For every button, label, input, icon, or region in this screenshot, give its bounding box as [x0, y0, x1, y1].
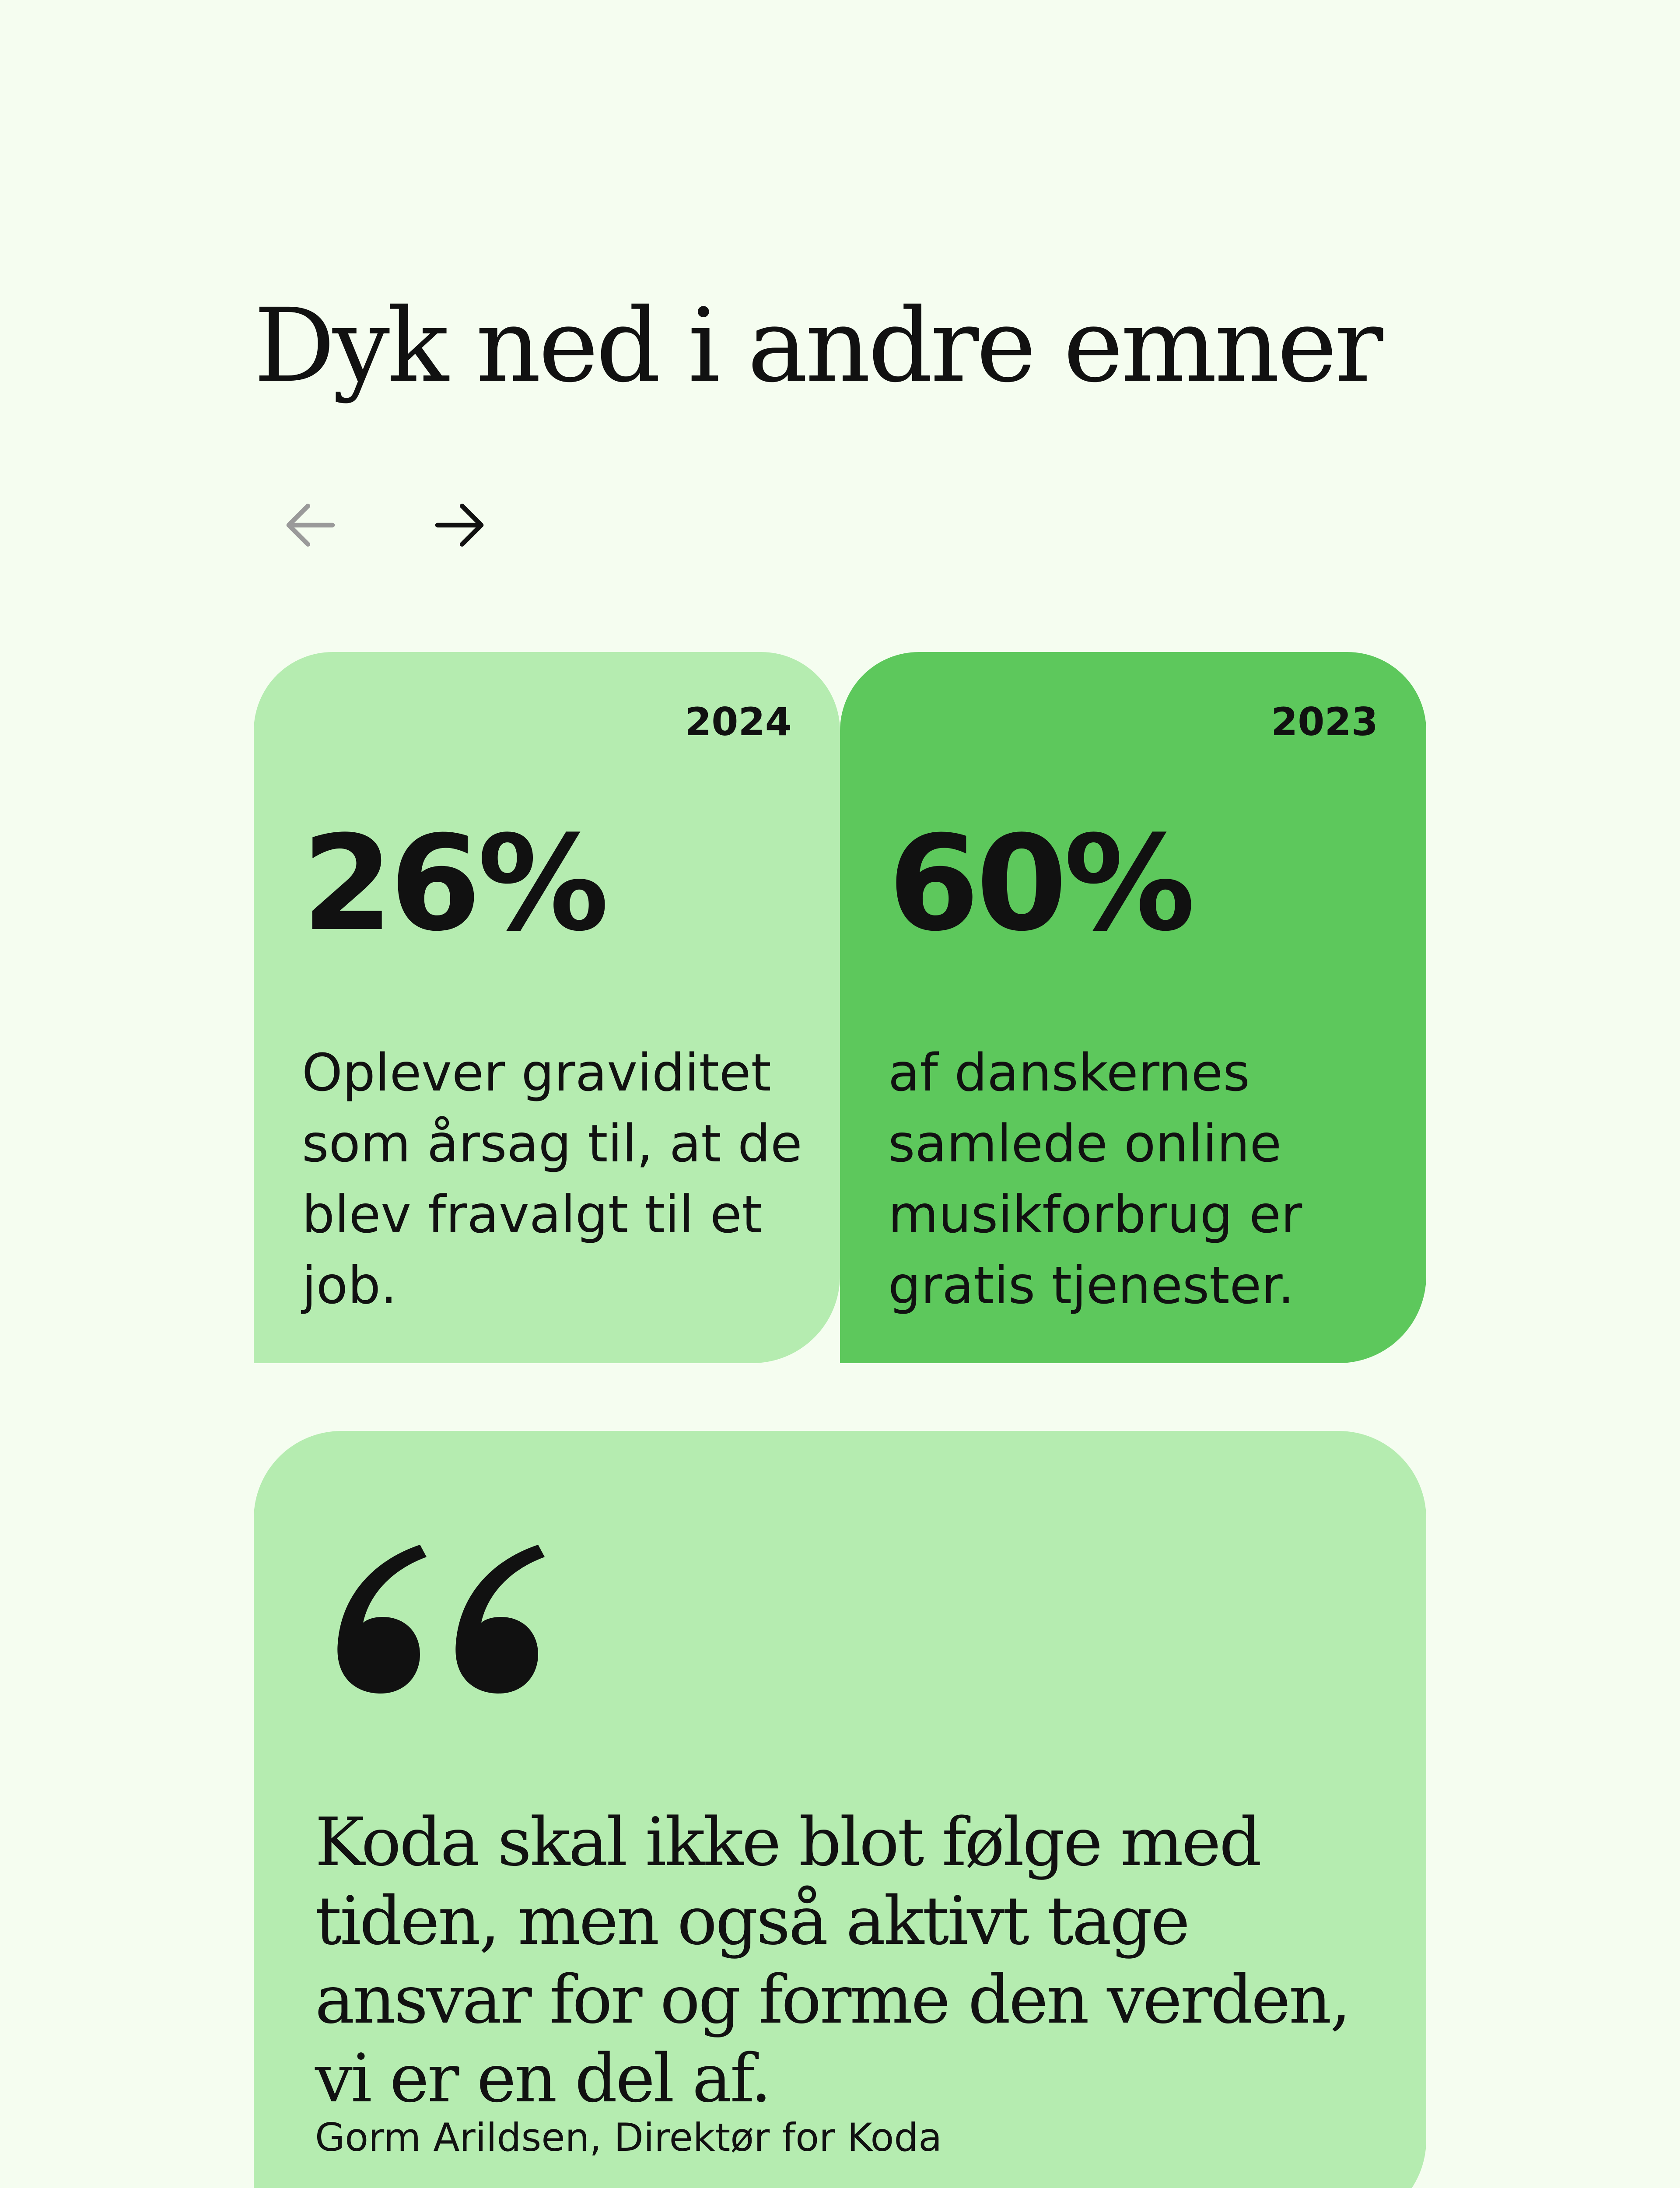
topics-section — [254, 0, 1426, 2188]
stat-value: 60% — [888, 807, 1192, 960]
stat-description: Oplever graviditet som årsag til, at de blev fravalgt til et job. — [302, 1042, 802, 1315]
next-button[interactable] — [420, 486, 499, 565]
stat-description: af danskernes samlede online musikforbrug er gratis tjenester. — [888, 1042, 1302, 1315]
stat-value: 26% — [302, 807, 606, 960]
stat-card-music[interactable] — [840, 652, 1426, 1363]
carousel-nav — [271, 486, 516, 565]
section-title: Dyk ned i andre emner — [254, 287, 1381, 405]
stat-year: 2023 — [1271, 699, 1378, 744]
quote-text: Koda skal ikke blot følge med tiden, men også aktivt tage ansvar for og forme den verden, vi er en del af. — [315, 1803, 1350, 2117]
arrow-left-icon — [278, 492, 343, 558]
quote-mark-icon — [332, 1540, 560, 1698]
arrow-right-icon — [427, 492, 492, 558]
quote-author: Gorm Arildsen, Direktør for Koda — [315, 2115, 942, 2160]
stat-year: 2024 — [685, 699, 792, 744]
quote-card[interactable] — [254, 1431, 1426, 2188]
stat-card-pregnancy[interactable] — [254, 652, 840, 1363]
previous-button[interactable] — [271, 486, 350, 565]
